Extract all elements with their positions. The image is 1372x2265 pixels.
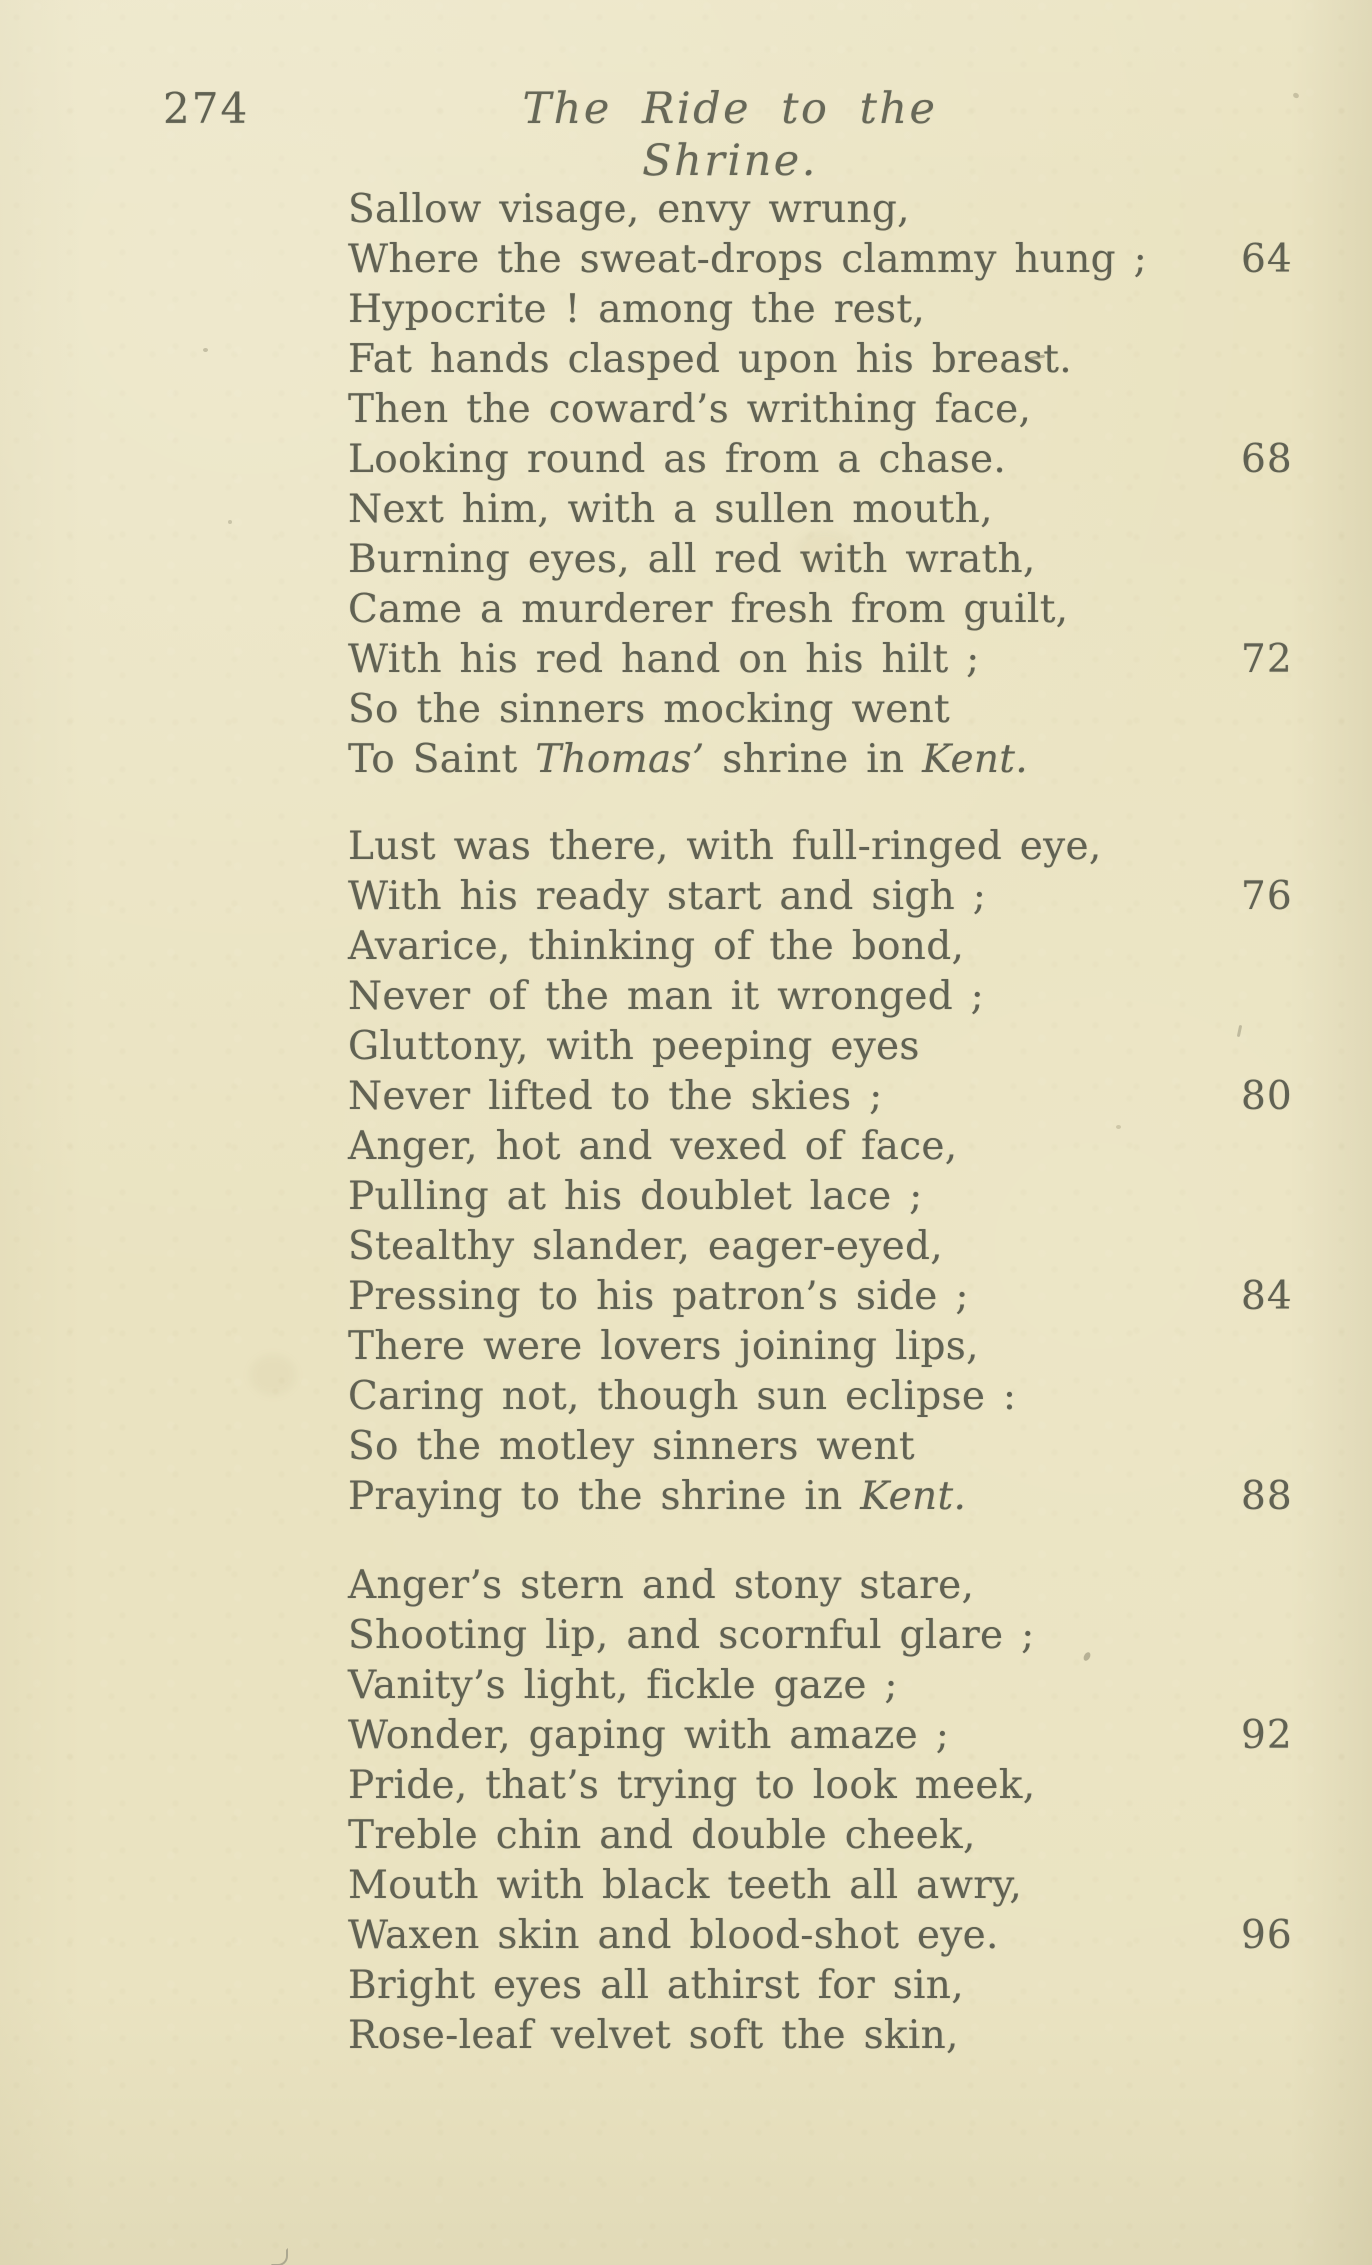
poem-line xyxy=(348,822,1358,872)
poem-line-text: Rose-leaf velvet soft the skin, xyxy=(348,2013,959,2058)
poem-line xyxy=(348,1272,1358,1322)
poem-line-text: Sallow visage, envy wrung, xyxy=(348,187,910,232)
poem-line-text: Then the coward’s writhing face, xyxy=(348,387,1032,432)
stanza xyxy=(348,185,1358,785)
poem-line xyxy=(348,1372,1358,1422)
line-number: 64 xyxy=(1241,237,1293,282)
poem-line-text: Vanity’s light, fickle gaze ; xyxy=(348,1663,898,1708)
poem-line xyxy=(348,1072,1358,1122)
poem-line xyxy=(348,635,1358,685)
poem-line xyxy=(348,1861,1358,1911)
ink-squiggle xyxy=(270,2248,288,2265)
line-number: 92 xyxy=(1241,1713,1293,1758)
poem-line-text: Stealthy slander, eager-eyed, xyxy=(348,1224,943,1269)
poem-line-text: Never of the man it wronged ; xyxy=(348,974,985,1019)
poem-line xyxy=(348,1472,1358,1522)
poem-line-text: Anger’s stern and stony stare, xyxy=(348,1563,975,1608)
line-number: 76 xyxy=(1241,874,1293,919)
poem-line xyxy=(348,1811,1358,1861)
poem-line xyxy=(348,1322,1358,1372)
poem-line-text: Praying to the shrine in Kent. xyxy=(348,1474,967,1519)
poem-line-text: With his red hand on his hilt ; xyxy=(348,637,980,682)
poem-line xyxy=(348,535,1358,585)
poem-line xyxy=(348,385,1358,435)
poem-line xyxy=(348,735,1358,785)
poem-line xyxy=(348,972,1358,1022)
line-number: 88 xyxy=(1241,1474,1293,1519)
line-number: 80 xyxy=(1241,1074,1293,1119)
poem-line-text: Fat hands clasped upon his breast. xyxy=(348,337,1072,382)
poem-line xyxy=(348,2011,1358,2061)
poem-line xyxy=(348,285,1358,335)
poem-line xyxy=(348,1661,1358,1711)
poem-line-text: Caring not, though sun eclipse : xyxy=(348,1374,1017,1419)
line-number: 96 xyxy=(1241,1913,1293,1958)
paper-speck xyxy=(1292,92,1300,99)
poem-line-text: Hypocrite ! among the rest, xyxy=(348,287,926,332)
page-number: 274 xyxy=(163,84,250,133)
poem-line-text: Treble chin and double cheek, xyxy=(348,1813,976,1858)
poem-line xyxy=(348,1222,1358,1272)
poem-line-text: Mouth with black teeth all awry, xyxy=(348,1863,1023,1908)
stanza xyxy=(348,1561,1358,2061)
poem-line-text: To Saint Thomas’ shrine in Kent. xyxy=(348,737,1028,782)
poem-line-text: Pulling at his doublet lace ; xyxy=(348,1174,923,1219)
poem-line xyxy=(348,1422,1358,1472)
poem-line-text: Anger, hot and vexed of face, xyxy=(348,1124,958,1169)
poem-line xyxy=(348,1761,1358,1811)
poem-line xyxy=(348,922,1358,972)
poem-line-text: So the motley sinners went xyxy=(348,1424,915,1469)
poem-line-text: Where the sweat-drops clammy hung ; xyxy=(348,237,1148,282)
poem-line-text: Came a murderer fresh from guilt, xyxy=(348,587,1069,632)
poem-line xyxy=(348,685,1358,735)
poem-line xyxy=(348,1122,1358,1172)
poem-line xyxy=(348,1172,1358,1222)
running-title: The Ride to the Shrine. xyxy=(522,84,938,186)
poem-line-text: Burning eyes, all red with wrath, xyxy=(348,537,1036,582)
poem-line-text: Waxen skin and blood-shot eye. xyxy=(348,1913,999,1958)
poem-line xyxy=(348,235,1358,285)
poem-line-text: Never lifted to the skies ; xyxy=(348,1074,883,1119)
paper-stain xyxy=(250,1355,296,1395)
poem-line xyxy=(348,872,1358,922)
poem-line-text: Next him, with a sullen mouth, xyxy=(348,487,993,532)
line-number: 84 xyxy=(1241,1274,1293,1319)
poem-line-text: Wonder, gaping with amaze ; xyxy=(348,1713,950,1758)
poem-line xyxy=(348,1561,1358,1611)
line-number: 72 xyxy=(1241,637,1293,682)
line-number: 68 xyxy=(1241,437,1293,482)
poem-line-text: Shooting lip, and scornful glare ; xyxy=(348,1613,1035,1658)
poem-line xyxy=(348,585,1358,635)
stanza xyxy=(348,822,1358,1522)
paper-speck xyxy=(228,520,232,524)
poem-line xyxy=(348,1711,1358,1761)
paper-speck xyxy=(203,348,208,352)
poem-line-text: Pride, that’s trying to look meek, xyxy=(348,1763,1036,1808)
poem-line xyxy=(348,1911,1358,1961)
poem-line-text: Lust was there, with full-ringed eye, xyxy=(348,824,1102,869)
poem-line xyxy=(348,335,1358,385)
poem-line-text: Gluttony, with peeping eyes xyxy=(348,1024,920,1069)
poem-line-text: Bright eyes all athirst for sin, xyxy=(348,1963,964,2008)
poem-line xyxy=(348,485,1358,535)
poem-line-text: Pressing to his patron’s side ; xyxy=(348,1274,969,1319)
poem-line xyxy=(348,1961,1358,2011)
poem-line xyxy=(348,435,1358,485)
poem-line-text: Avarice, thinking of the bond, xyxy=(348,924,965,969)
poem-line-text: Looking round as from a chase. xyxy=(348,437,1007,482)
poem-line xyxy=(348,1022,1358,1072)
poem-line-text: With his ready start and sigh ; xyxy=(348,874,987,919)
poem-line-text: So the sinners mocking went xyxy=(348,687,950,732)
poem-line xyxy=(348,1611,1358,1661)
poem-line-text: There were lovers joining lips, xyxy=(348,1324,979,1369)
poem-line xyxy=(348,185,1358,235)
